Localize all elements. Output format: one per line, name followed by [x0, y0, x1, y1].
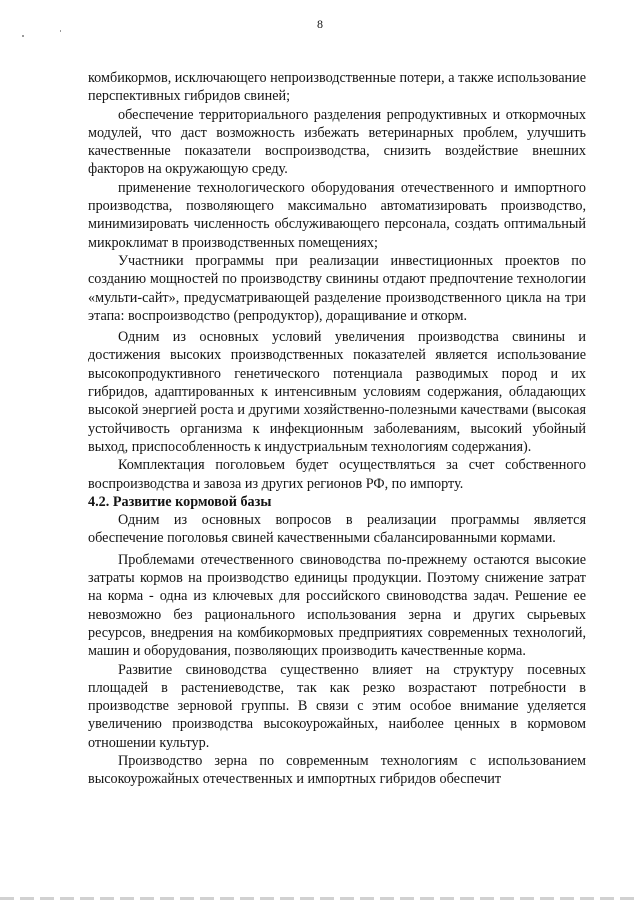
paragraph: Производство зерна по современным технологиям с использованием высокоурожайных отечественных и импортных гибридов обеспечит	[88, 752, 586, 788]
paragraph: Одним из основных условий увеличения производства свинины и достижения высоких производственных показателей является использование высокопродуктивного генетического потенциала разводимых пород и их гибридов, адаптированных к интенсивным условиям содержания, обладающих высокой энергией роста и другими хозяйственно-полезными качествами (высокая устойчивость организма к инфекционным заболеваниям, высокий убойный выход, приспособленность к индустриальным технологиям содержания).	[88, 329, 586, 455]
paragraph: Участники программы при реализации инвестиционных проектов по созданию мощностей по производству свинины отдают предпочтение технологии «мульти-сайт», предусматривающей разделение производственного цикла на три этапа: воспроизводство (репродуктор), доращивание и откорм.	[88, 252, 586, 324]
page-number: 8	[317, 17, 323, 31]
paragraph: применение технологического оборудования отечественного и импортного производства, позволяющего максимально автоматизировать производство, минимизировать численность обслуживающего персонала, создать оптимальный микроклимат в производственных помещениях;	[88, 179, 586, 251]
body-text	[88, 69, 586, 789]
paragraph: Комплектация поголовьем будет осуществляться за счет собственного воспроизводства и завоза из других регионов РФ, по импорту.	[88, 457, 586, 492]
paragraph-continuation: комбикормов, исключающего непроизводственные потери, а также использование перспективных гибридов свиней;	[88, 70, 586, 105]
scan-edge-artifact	[0, 897, 640, 900]
paragraph: обеспечение территориального разделения репродуктивных и откормочных модулей, что даст возможность избежать ветеринарных проблем, улучшить качественные показатели воспроизводства, снизить воздействие внешних факторов на окружающую среду.	[88, 106, 586, 178]
section-heading: 4.2. Развитие кормовой базы	[88, 493, 272, 510]
paragraph: Одним из основных вопросов в реализации программы является обеспечение поголовья свиней качественными сбалансированными кормами.	[88, 512, 586, 547]
scan-speck	[22, 35, 24, 37]
paragraph: Развитие свиноводства существенно влияет на структуру посевных площадей в растениеводстве, так как резко возрастают потребности в производстве зерновой группы. В связи с этим особое внимание уделяется увеличению производства высокоурожайных, наиболее ценных в кормовом отношении культур.	[88, 661, 586, 751]
paragraph: Проблемами отечественного свиноводства по-прежнему остаются высокие затраты кормов на производство единицы продукции. Поэтому снижение затрат на корма - одна из ключевых для российского свиноводства задач. Решение ее невозможно без рационального использования зерна и других сырьевых ресурсов, внедрения на комбикормовых предприятиях современных технологий, машин и оборудования, позволяющих производить качественные корма.	[88, 551, 586, 660]
